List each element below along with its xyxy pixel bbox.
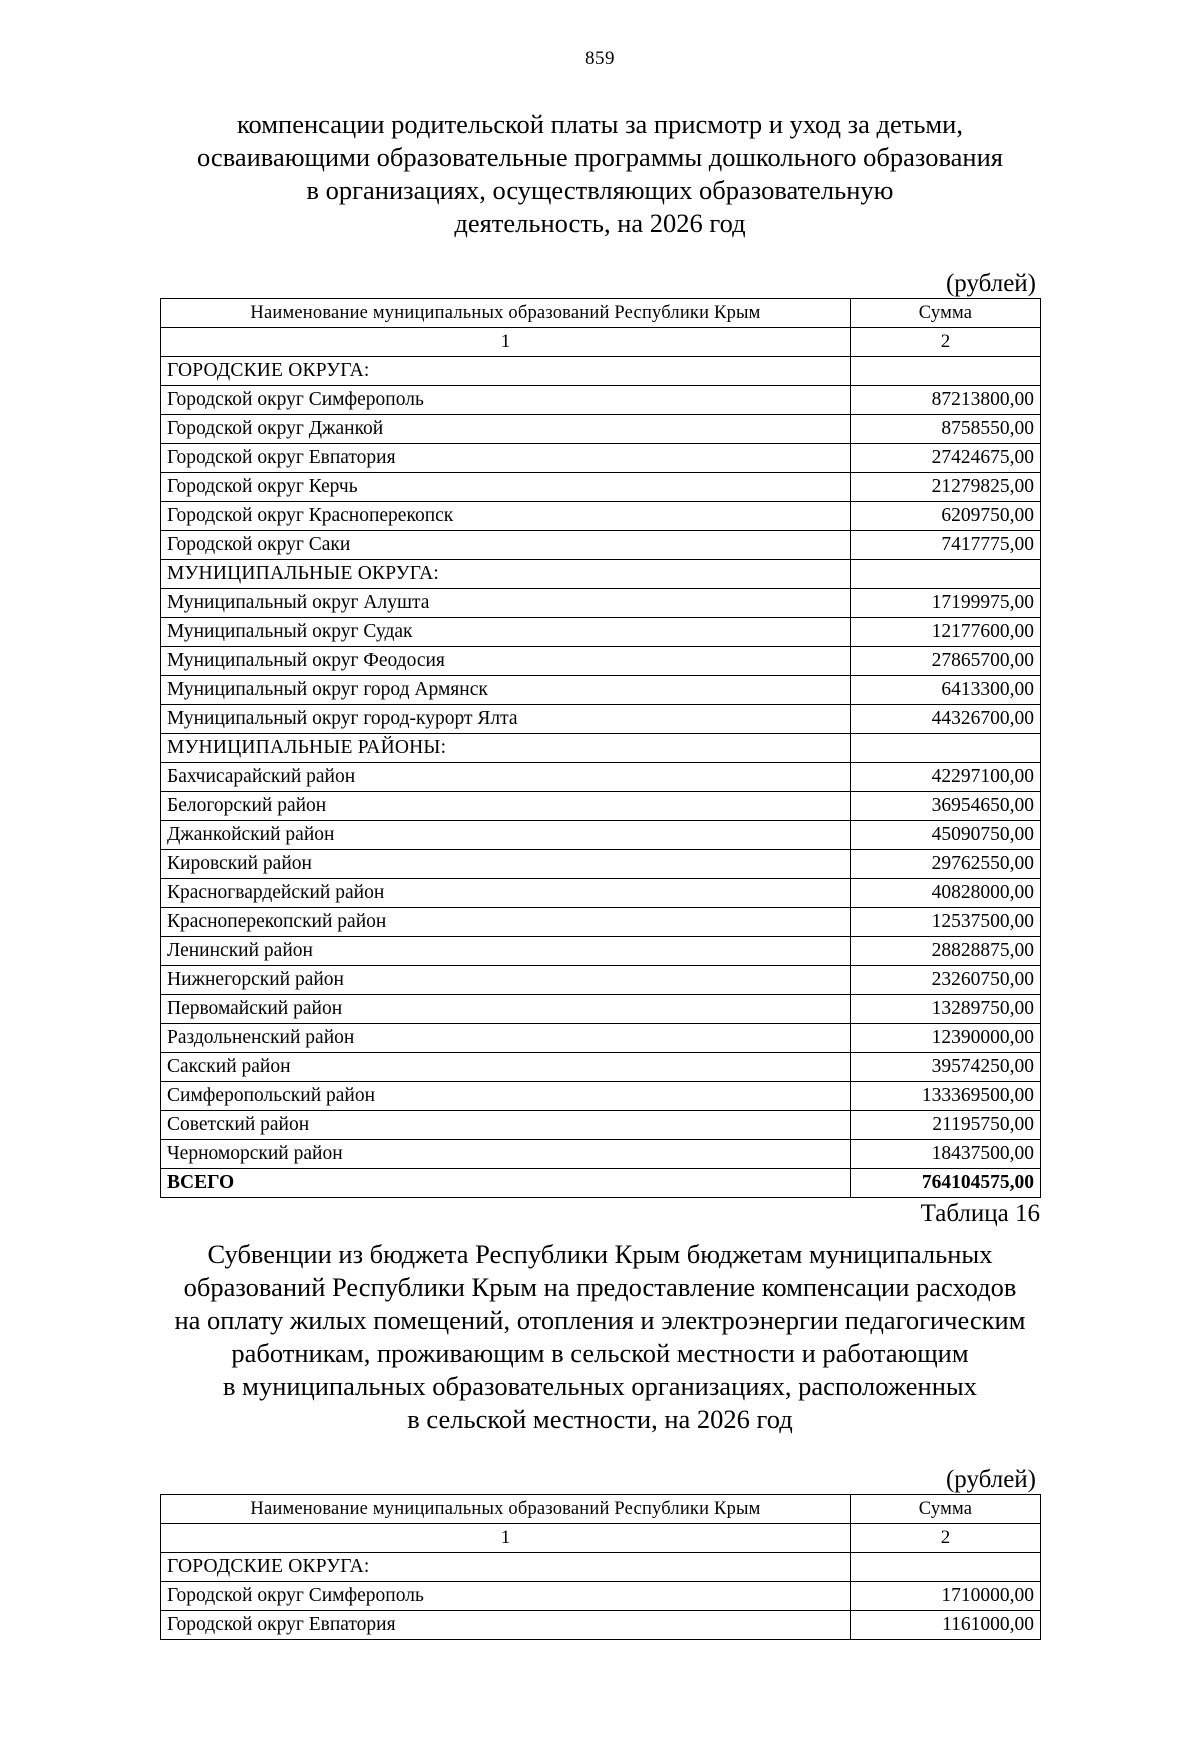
column-header-sum: Сумма: [851, 1495, 1041, 1524]
column-header-sum: Сумма: [851, 299, 1041, 328]
column-number-2: 2: [851, 1524, 1041, 1553]
table-row: [161, 386, 1041, 415]
row-municipality-name: Городской округ Евпатория: [161, 444, 851, 473]
row-municipality-name: Городской округ Симферополь: [161, 386, 851, 415]
row-amount: 7417775,00: [851, 531, 1041, 560]
row-amount: 27424675,00: [851, 444, 1041, 473]
row-amount: 29762550,00: [851, 850, 1041, 879]
row-municipality-name: Сакский район: [161, 1053, 851, 1082]
section1-heading: [160, 70, 1040, 240]
table-row: [161, 792, 1041, 821]
section1-heading-line-2: осваивающими образовательные программы дошкольного образования: [197, 142, 1003, 172]
table-row: [161, 1169, 1041, 1198]
row-amount: [851, 734, 1041, 763]
section1-heading-line-1: компенсации родительской платы за присмотр и уход за детьми,: [237, 109, 963, 139]
table-row: [161, 734, 1041, 763]
column-header-name: Наименование муниципальных образований Республики Крым: [161, 299, 851, 328]
table-row: [161, 531, 1041, 560]
row-municipality-name: Городской округ Саки: [161, 531, 851, 560]
row-municipality-name: Симферопольский район: [161, 1082, 851, 1111]
table-row: [161, 1082, 1041, 1111]
row-amount: 87213800,00: [851, 386, 1041, 415]
table-row: [161, 415, 1041, 444]
row-municipality-name: Бахчисарайский район: [161, 763, 851, 792]
page-number: 859: [585, 48, 615, 69]
row-amount: [851, 1553, 1041, 1582]
row-municipality-name: Городской округ Евпатория: [161, 1611, 851, 1640]
section2-heading-line-1: Субвенции из бюджета Республики Крым бюджетам муниципальных: [207, 1239, 993, 1269]
row-amount: 12537500,00: [851, 908, 1041, 937]
row-section-label: МУНИЦИПАЛЬНЫЕ ОКРУГА:: [161, 560, 851, 589]
row-amount: 133369500,00: [851, 1082, 1041, 1111]
row-municipality-name: Муниципальный округ город-курорт Ялта: [161, 705, 851, 734]
row-total-amount: 764104575,00: [851, 1169, 1041, 1198]
table-row: [161, 966, 1041, 995]
row-amount: 8758550,00: [851, 415, 1041, 444]
column-number-1: 1: [161, 328, 851, 357]
table-row: [161, 763, 1041, 792]
row-municipality-name: Городской округ Джанкой: [161, 415, 851, 444]
row-municipality-name: Городской округ Симферополь: [161, 1582, 851, 1611]
row-total-label: ВСЕГО: [161, 1169, 851, 1198]
row-section-label: МУНИЦИПАЛЬНЫЕ РАЙОНЫ:: [161, 734, 851, 763]
row-amount: 12177600,00: [851, 618, 1041, 647]
table-colnumber-row: [161, 328, 1041, 357]
section1-table-body: [161, 357, 1041, 1198]
row-amount: 18437500,00: [851, 1140, 1041, 1169]
section2-table-wrapper: [160, 1494, 1040, 1640]
row-municipality-name: Красногвардейский район: [161, 879, 851, 908]
section1-units-label: (рублей): [945, 270, 1036, 297]
document-page: [0, 48, 1200, 1745]
section2-heading: [160, 1228, 1040, 1436]
section2-heading-line-6: в сельской местности, на 2026 год: [407, 1404, 793, 1434]
table-row: [161, 995, 1041, 1024]
column-number-1: 1: [161, 1524, 851, 1553]
row-municipality-name: Городской округ Красноперекопск: [161, 502, 851, 531]
table-row: [161, 908, 1041, 937]
section1-heading-line-3: в организациях, осуществляющих образовательную: [306, 175, 894, 205]
table-row: [161, 589, 1041, 618]
table-row: [161, 502, 1041, 531]
table-row: [161, 676, 1041, 705]
row-amount: 45090750,00: [851, 821, 1041, 850]
table-header-row: [161, 1495, 1041, 1524]
row-amount: 39574250,00: [851, 1053, 1041, 1082]
table-row: [161, 879, 1041, 908]
row-amount: 23260750,00: [851, 966, 1041, 995]
table-row: [161, 444, 1041, 473]
row-amount: 21195750,00: [851, 1111, 1041, 1140]
row-amount: 28828875,00: [851, 937, 1041, 966]
row-amount: 12390000,00: [851, 1024, 1041, 1053]
table-row: [161, 618, 1041, 647]
row-section-label: ГОРОДСКИЕ ОКРУГА:: [161, 1553, 851, 1582]
section2-heading-line-3: на оплату жилых помещений, отопления и электроэнергии педагогическим: [174, 1305, 1026, 1335]
row-municipality-name: Джанкойский район: [161, 821, 851, 850]
section1-budget-table: [160, 298, 1041, 1198]
row-amount: 17199975,00: [851, 589, 1041, 618]
row-municipality-name: Муниципальный округ Алушта: [161, 589, 851, 618]
row-municipality-name: Белогорский район: [161, 792, 851, 821]
table-row: [161, 1024, 1041, 1053]
row-amount: [851, 357, 1041, 386]
table-row: [161, 705, 1041, 734]
section2-heading-line-2: образований Республики Крым на предоставление компенсации расходов: [183, 1272, 1017, 1302]
column-header-name: Наименование муниципальных образований Республики Крым: [161, 1495, 851, 1524]
table-row: [161, 473, 1041, 502]
section1-heading-line-4: деятельность, на 2026 год: [454, 208, 746, 238]
table-colnumber-row: [161, 1524, 1041, 1553]
row-amount: 6209750,00: [851, 502, 1041, 531]
row-municipality-name: Городской округ Керчь: [161, 473, 851, 502]
section2-table-body: [161, 1553, 1041, 1640]
section2-heading-line-5: в муниципальных образовательных организациях, расположенных: [223, 1371, 977, 1401]
row-municipality-name: Ленинский район: [161, 937, 851, 966]
table-row: [161, 850, 1041, 879]
table-row: [161, 357, 1041, 386]
row-municipality-name: Муниципальный округ город Армянск: [161, 676, 851, 705]
table-row: [161, 1140, 1041, 1169]
row-amount: 40828000,00: [851, 879, 1041, 908]
row-amount: [851, 560, 1041, 589]
row-municipality-name: Раздольненский район: [161, 1024, 851, 1053]
row-amount: 13289750,00: [851, 995, 1041, 1024]
row-amount: 1161000,00: [851, 1611, 1041, 1640]
table-row: [161, 937, 1041, 966]
row-section-label: ГОРОДСКИЕ ОКРУГА:: [161, 357, 851, 386]
row-amount: 44326700,00: [851, 705, 1041, 734]
table-row: [161, 1111, 1041, 1140]
table-row: [161, 1053, 1041, 1082]
table-header-row: [161, 299, 1041, 328]
row-municipality-name: Кировский район: [161, 850, 851, 879]
section2-heading-line-4: работникам, проживающим в сельской местности и работающим: [231, 1338, 969, 1368]
table-row: [161, 560, 1041, 589]
section2-budget-table: [160, 1494, 1041, 1640]
row-municipality-name: Первомайский район: [161, 995, 851, 1024]
section2-table-caption: Таблица 16: [920, 1200, 1040, 1227]
row-amount: 36954650,00: [851, 792, 1041, 821]
row-municipality-name: Муниципальный округ Феодосия: [161, 647, 851, 676]
row-amount: 42297100,00: [851, 763, 1041, 792]
row-amount: 6413300,00: [851, 676, 1041, 705]
row-municipality-name: Красноперекопский район: [161, 908, 851, 937]
row-municipality-name: Нижнегорский район: [161, 966, 851, 995]
row-municipality-name: Советский район: [161, 1111, 851, 1140]
table-row: [161, 1611, 1041, 1640]
section2-units-label: (рублей): [945, 1466, 1036, 1493]
row-municipality-name: Муниципальный округ Судак: [161, 618, 851, 647]
row-amount: 21279825,00: [851, 473, 1041, 502]
row-municipality-name: Черноморский район: [161, 1140, 851, 1169]
table-row: [161, 1553, 1041, 1582]
table-row: [161, 821, 1041, 850]
table-row: [161, 1582, 1041, 1611]
column-number-2: 2: [851, 328, 1041, 357]
table-row: [161, 647, 1041, 676]
row-amount: 27865700,00: [851, 647, 1041, 676]
section1-table-wrapper: [160, 298, 1040, 1198]
row-amount: 1710000,00: [851, 1582, 1041, 1611]
